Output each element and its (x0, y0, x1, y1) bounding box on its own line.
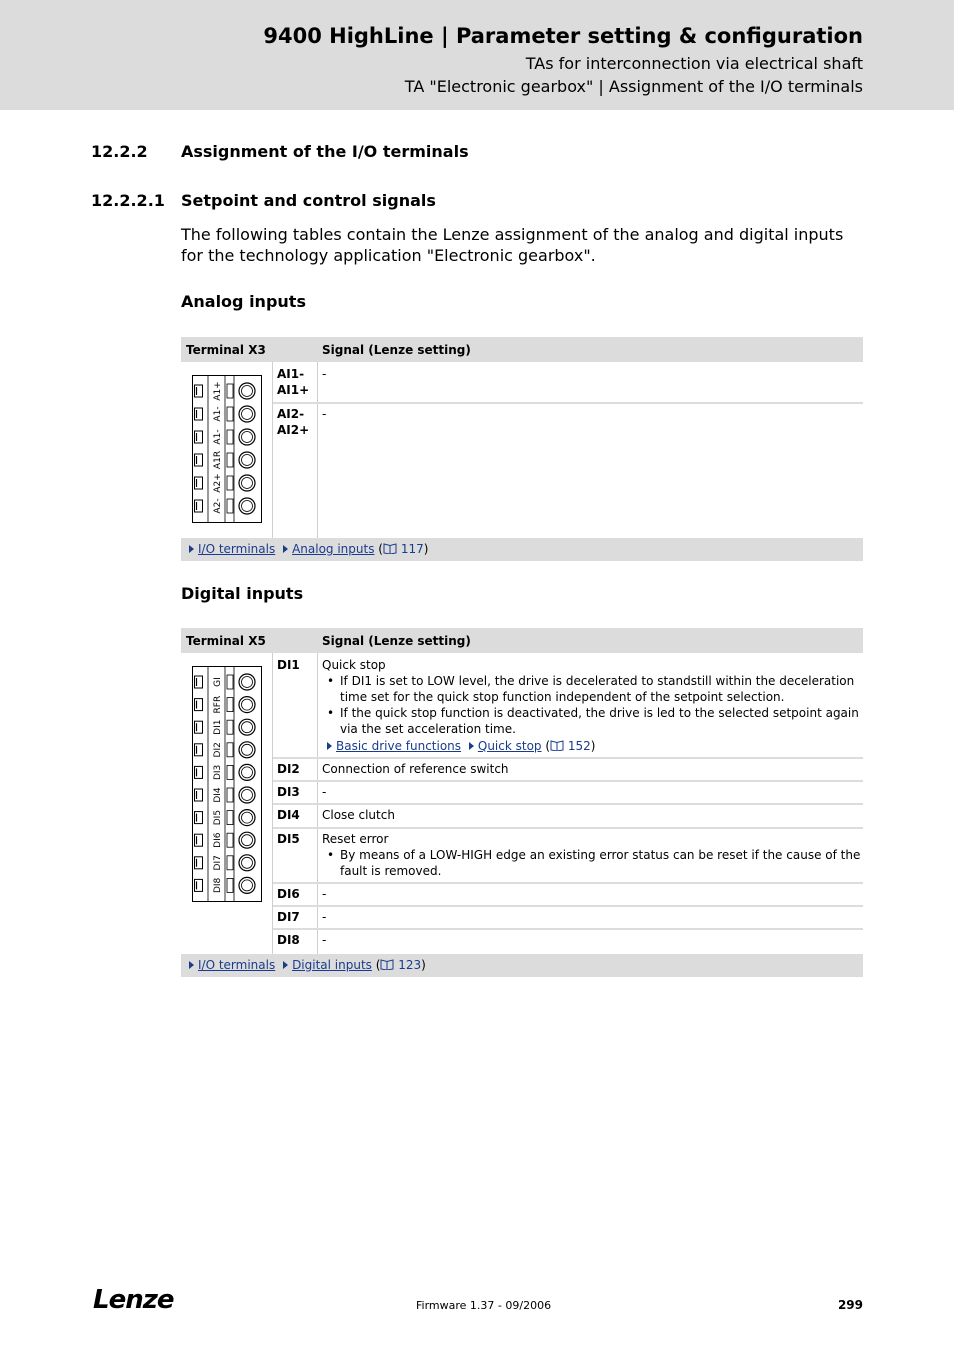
section-subtitle: TA "Electronic gearbox" | Assignment of the I/O terminals (404, 77, 863, 96)
page-reference[interactable]: 123 (398, 958, 422, 972)
row-divider (273, 780, 863, 782)
document-title: 9400 HighLine | Parameter setting & configuration (263, 24, 863, 48)
table-row: AI1- AI1+ (277, 367, 310, 397)
row-divider (273, 803, 863, 805)
section-title: Assignment of the I/O terminals (181, 142, 469, 161)
clamp-icon (195, 477, 203, 489)
page-reference[interactable]: 117 (400, 542, 424, 556)
terminal-x3-illustration (192, 375, 262, 523)
signal-di2: Connection of reference switch (322, 762, 509, 776)
terminal-label: DI8 (213, 877, 223, 894)
row-divider (273, 928, 863, 930)
clamp-icon (195, 857, 203, 869)
signal-value: - (322, 407, 327, 421)
signal-di6: - (322, 887, 327, 901)
terminal-label: A1- (213, 406, 223, 422)
table-footer-links: I/O terminals Analog inputs ( 117) (181, 538, 863, 561)
clamp-icon (195, 385, 203, 397)
column-divider (272, 362, 273, 538)
terminal-label: A1+ (213, 381, 223, 401)
book-icon (383, 543, 397, 554)
clamp-icon (195, 766, 203, 778)
terminal-label: DI4 (213, 787, 223, 803)
row-divider (273, 905, 863, 907)
signal-di8: - (322, 933, 327, 947)
terminal-label: DI2 (213, 742, 223, 758)
row-divider (273, 827, 863, 829)
digital-inputs-table (181, 628, 863, 977)
firmware-version: Firmware 1.37 - 09/2006 (416, 1299, 552, 1312)
row-label-di4: DI4 (277, 808, 300, 822)
basic-drive-functions-link[interactable]: Basic drive functions (336, 739, 462, 753)
analog-inputs-link[interactable]: Analog inputs (292, 542, 375, 556)
signal-di7: - (322, 910, 327, 924)
column-header-signal: Signal (Lenze setting) (322, 343, 471, 357)
clamp-icon (195, 454, 203, 466)
column-header-terminal: Terminal X3 (186, 343, 266, 357)
clamp-icon (195, 812, 203, 824)
terminal-label: DI5 (213, 809, 223, 826)
bullet-item: • If DI1 is set to LOW level, the drive is decelerated to standstill within the deceleration time set for the quick stop function independent of the setpoint selection. (340, 673, 862, 705)
table-row: AI2- AI2+ (277, 407, 310, 437)
intro-paragraph: The following tables contain the Lenze assignment of the analog and digital inputs for the technology application "Electronic gearbox". (181, 225, 844, 265)
terminal-label: DI3 (213, 764, 223, 781)
table-header (181, 628, 863, 653)
column-divider (317, 362, 318, 538)
row-label-di3: DI3 (277, 785, 300, 799)
row-divider (273, 882, 863, 884)
signal-value: - (322, 367, 327, 381)
analog-inputs-table (181, 337, 863, 561)
terminal-label: GI (213, 677, 223, 687)
table-footer-links: I/O terminals Digital inputs ( 123) (181, 954, 863, 977)
arrow-right-icon (327, 742, 332, 750)
chapter-subtitle: TAs for interconnection via electrical shaft (525, 54, 863, 73)
page-number: 299 (837, 1298, 863, 1312)
terminal-x5-illustration (192, 666, 262, 902)
bullet-item: • By means of a LOW-HIGH edge an existing error status can be reset if the cause of the fault is removed. (340, 847, 862, 879)
arrow-right-icon (189, 545, 194, 553)
clamp-icon (195, 431, 203, 443)
signal-di1: Quick stop • If DI1 is set to LOW level, the drive is decelerated to standstill within the deceleration time set for the quick stop function independent of the setpoint selection. • If the quick stop function is deactivated, the drive is led to the selected setpoint again via the set acceleration time. Basic drive functions Quick stop ( 152) (322, 657, 862, 754)
terminal-label: A2- (213, 498, 223, 514)
lenze-logo: Lenze (93, 1285, 174, 1315)
row-label-di5: DI5 (277, 832, 300, 846)
io-terminals-link[interactable]: I/O terminals (198, 542, 276, 556)
clamp-icon (195, 408, 203, 420)
clamp-icon (195, 879, 203, 891)
bullet-item: • If the quick stop function is deactivated, the drive is led to the selected setpoint again via the set acceleration time. (340, 705, 862, 737)
arrow-right-icon (283, 961, 288, 969)
arrow-right-icon (469, 742, 474, 750)
subsection-title: Setpoint and control signals (181, 191, 436, 210)
clamp-icon (195, 721, 203, 733)
terminal-label: DI1 (213, 719, 223, 735)
row-label-di2: DI2 (277, 762, 300, 776)
book-icon (550, 740, 564, 751)
clamp-icon (195, 500, 203, 512)
section-number: 12.2.2 (91, 142, 148, 161)
signal-di5: Reset error • By means of a LOW-HIGH edge an existing error status can be reset if the cause of the fault is removed. (322, 831, 862, 879)
terminal-label: DI6 (213, 832, 223, 848)
row-label-di7: DI7 (277, 910, 300, 924)
clamp-icon (195, 676, 203, 688)
page-header (0, 0, 954, 110)
terminal-label: A1- (213, 429, 223, 445)
row-label-di8: DI8 (277, 933, 300, 947)
page-reference[interactable]: 152 (567, 739, 591, 753)
clamp-icon (195, 744, 203, 756)
clamp-icon (195, 834, 203, 846)
arrow-right-icon (189, 961, 194, 969)
digital-inputs-heading: Digital inputs (181, 584, 304, 603)
terminal-label: A1R (213, 450, 223, 470)
terminal-label: RFR (213, 695, 223, 714)
row-label-di6: DI6 (277, 887, 300, 901)
column-header-signal: Signal (Lenze setting) (322, 634, 471, 648)
arrow-right-icon (283, 545, 288, 553)
signal-di4: Close clutch (322, 808, 395, 822)
quick-stop-link[interactable]: Quick stop (477, 739, 542, 753)
io-terminals-link[interactable]: I/O terminals (198, 958, 276, 972)
clamp-icon (195, 789, 203, 801)
digital-inputs-link[interactable]: Digital inputs (292, 958, 372, 972)
signal-di3: - (322, 785, 327, 799)
table-header (181, 337, 863, 362)
analog-inputs-heading: Analog inputs (181, 292, 306, 311)
row-divider (273, 757, 863, 759)
terminal-label: A2+ (213, 473, 223, 493)
clamp-icon (195, 699, 203, 711)
column-header-terminal: Terminal X5 (186, 634, 266, 648)
row-divider (273, 402, 863, 404)
book-icon (380, 959, 394, 970)
row-label-di1: DI1 (277, 658, 300, 672)
subsection-number: 12.2.2.1 (91, 191, 165, 210)
terminal-label: DI7 (213, 855, 223, 871)
